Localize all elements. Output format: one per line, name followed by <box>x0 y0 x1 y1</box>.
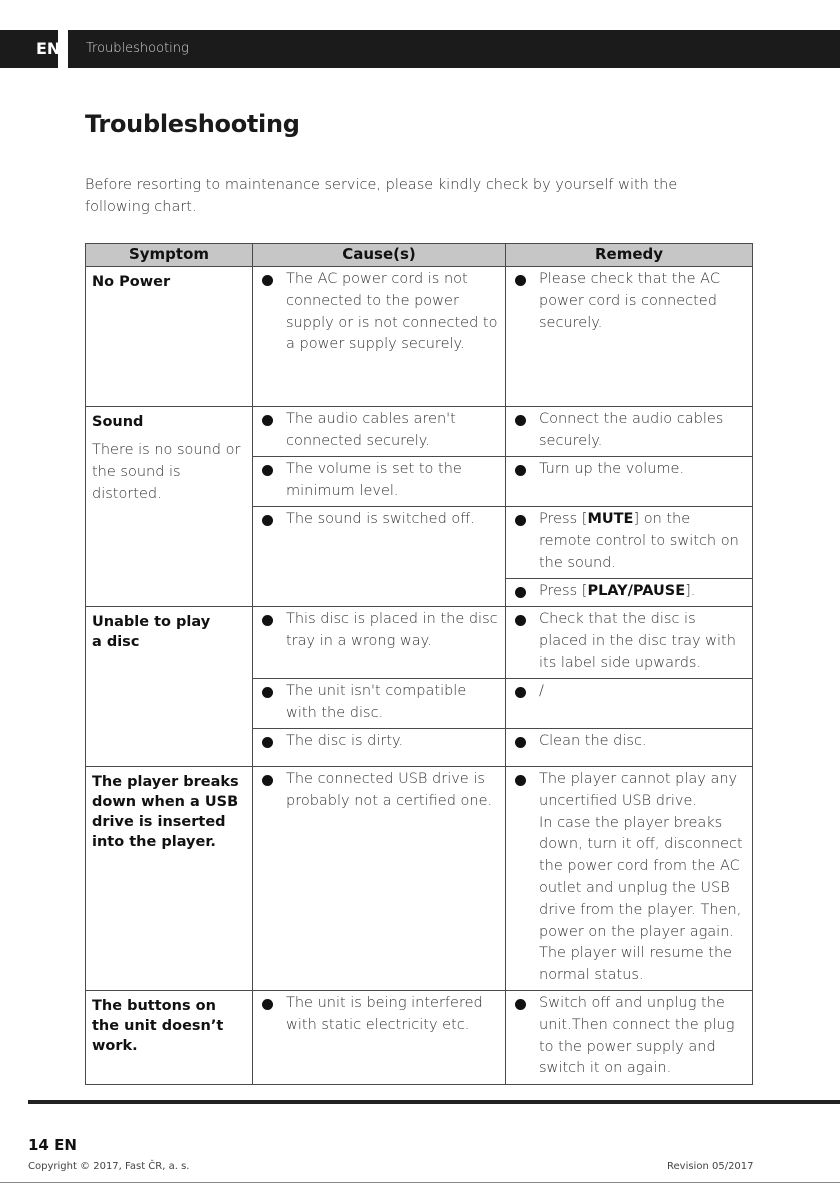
symptom-cell <box>86 767 253 991</box>
table-row <box>86 407 753 457</box>
bullet-icon <box>515 587 526 598</box>
cause-cell <box>253 407 506 457</box>
remedy-cell <box>506 679 753 729</box>
cause-cell <box>253 991 506 1085</box>
bullet-icon <box>515 775 526 786</box>
bullet-icon <box>515 999 526 1010</box>
bullet-icon <box>262 775 273 786</box>
cause-text: The unit is being interfered with static electricity etc. <box>286 995 483 1033</box>
remedy-text: Switch off and unplug the unit.Then connect the plug to the power supply and switch it on again. <box>539 995 735 1077</box>
symptom-description: There is no sound or the sound is distorted. <box>92 442 241 502</box>
remedy-text-continued: In case the player breaks down, turn it off, disconnect the power cord from the AC outlet and unplug the USB drive from the player. Then, power on the player again. The player will resume the normal status. <box>539 814 743 984</box>
cause-text: The AC power cord is not connected to the power supply or is not connected to a power supply securely. <box>286 271 498 353</box>
remedy-text: Please check that the AC power cord is connected securely. <box>539 271 720 331</box>
table-header-row <box>86 244 753 267</box>
cause-cell <box>253 679 506 729</box>
play-pause-key-label: PLAY/PAUSE <box>587 583 686 599</box>
symptom-title-line2: a disc <box>92 634 140 650</box>
remedy-text: The player cannot play any uncertified USB drive. <box>539 771 738 809</box>
remedy-text: Clean the disc. <box>539 733 647 749</box>
bullet-icon <box>515 615 526 626</box>
remedy-cell <box>506 457 753 507</box>
cause-text: The sound is switched off. <box>286 511 475 527</box>
symptom-cell <box>86 407 253 607</box>
table-row <box>86 267 753 407</box>
symptom-cell <box>86 267 253 407</box>
revision-text: Revision 05/2017 <box>667 1161 754 1172</box>
remedy-text: / <box>539 683 544 699</box>
header-remedy: Remedy <box>506 244 753 267</box>
cause-text: This disc is placed in the disc tray in a wrong way. <box>286 611 498 649</box>
remedy-prefix: Press [ <box>539 583 588 599</box>
bullet-icon <box>262 737 273 748</box>
symptom-title: No Power <box>92 274 171 290</box>
cause-cell <box>253 457 506 507</box>
header-symptom: Symptom <box>86 244 253 267</box>
page-number: 14 EN <box>28 1136 77 1154</box>
cause-cell <box>253 767 506 991</box>
table-row <box>86 991 753 1085</box>
bullet-icon <box>515 275 526 286</box>
cause-text: The audio cables aren't connected securely. <box>286 411 456 449</box>
bullet-icon <box>515 515 526 526</box>
remedy-cell <box>506 991 753 1085</box>
cause-text: The disc is dirty. <box>286 733 404 749</box>
remedy-text: Connect the audio cables securely. <box>539 411 724 449</box>
remedy-cell <box>506 767 753 991</box>
symptom-title: The buttons on the unit doesn’t work. <box>92 998 224 1054</box>
symptom-title: The player breaks down when a USB drive is inserted into the player. <box>92 774 239 850</box>
bottom-divider <box>28 1100 840 1104</box>
symptom-title: Sound <box>92 414 144 430</box>
remedy-cell <box>506 607 753 679</box>
cause-cell <box>253 267 506 407</box>
bullet-icon <box>262 465 273 476</box>
section-label: Troubleshooting <box>86 41 189 56</box>
cause-text: The volume is set to the minimum level. <box>286 461 462 499</box>
header-bar <box>0 30 840 68</box>
bullet-icon <box>515 415 526 426</box>
troubleshooting-table <box>85 243 753 1085</box>
table-row <box>86 607 753 679</box>
bullet-icon <box>262 615 273 626</box>
symptom-cell <box>86 991 253 1085</box>
symptom-cell <box>86 607 253 767</box>
mute-key-label: MUTE <box>587 511 634 527</box>
bullet-icon <box>515 687 526 698</box>
remedy-cell <box>506 579 753 607</box>
copyright-text: Copyright © 2017, Fast ČR, a. s. <box>28 1161 190 1172</box>
remedy-cell <box>506 407 753 457</box>
remedy-text: Check that the disc is placed in the disc tray with its label side upwards. <box>539 611 736 671</box>
language-tab: EN <box>0 30 68 68</box>
remedy-cell <box>506 507 753 579</box>
cause-cell <box>253 729 506 767</box>
bullet-icon <box>262 999 273 1010</box>
bullet-icon <box>262 275 273 286</box>
cause-cell <box>253 507 506 607</box>
bullet-icon <box>515 465 526 476</box>
remedy-cell <box>506 267 753 407</box>
bullet-icon <box>262 515 273 526</box>
remedy-cell <box>506 729 753 767</box>
cause-cell <box>253 607 506 679</box>
bullet-icon <box>262 415 273 426</box>
footer-divider <box>0 1182 840 1183</box>
bullet-icon <box>515 737 526 748</box>
intro-text: Before resorting to maintenance service, please kindly check by yourself with the following chart. <box>85 177 678 215</box>
header-causes: Cause(s) <box>253 244 506 267</box>
cause-text: The connected USB drive is probably not a certified one. <box>286 771 493 809</box>
remedy-suffix: ] on the remote control to switch on the sound. <box>539 511 739 571</box>
symptom-title-line1: Unable to play <box>92 614 211 630</box>
remedy-prefix: Press [ <box>539 511 588 527</box>
cause-text: The unit isn't compatible with the disc. <box>286 683 467 721</box>
table-row <box>86 767 753 991</box>
remedy-suffix: ]. <box>685 583 696 599</box>
remedy-text: Turn up the volume. <box>539 461 685 477</box>
bullet-icon <box>262 687 273 698</box>
page-title: Troubleshooting <box>85 110 300 138</box>
